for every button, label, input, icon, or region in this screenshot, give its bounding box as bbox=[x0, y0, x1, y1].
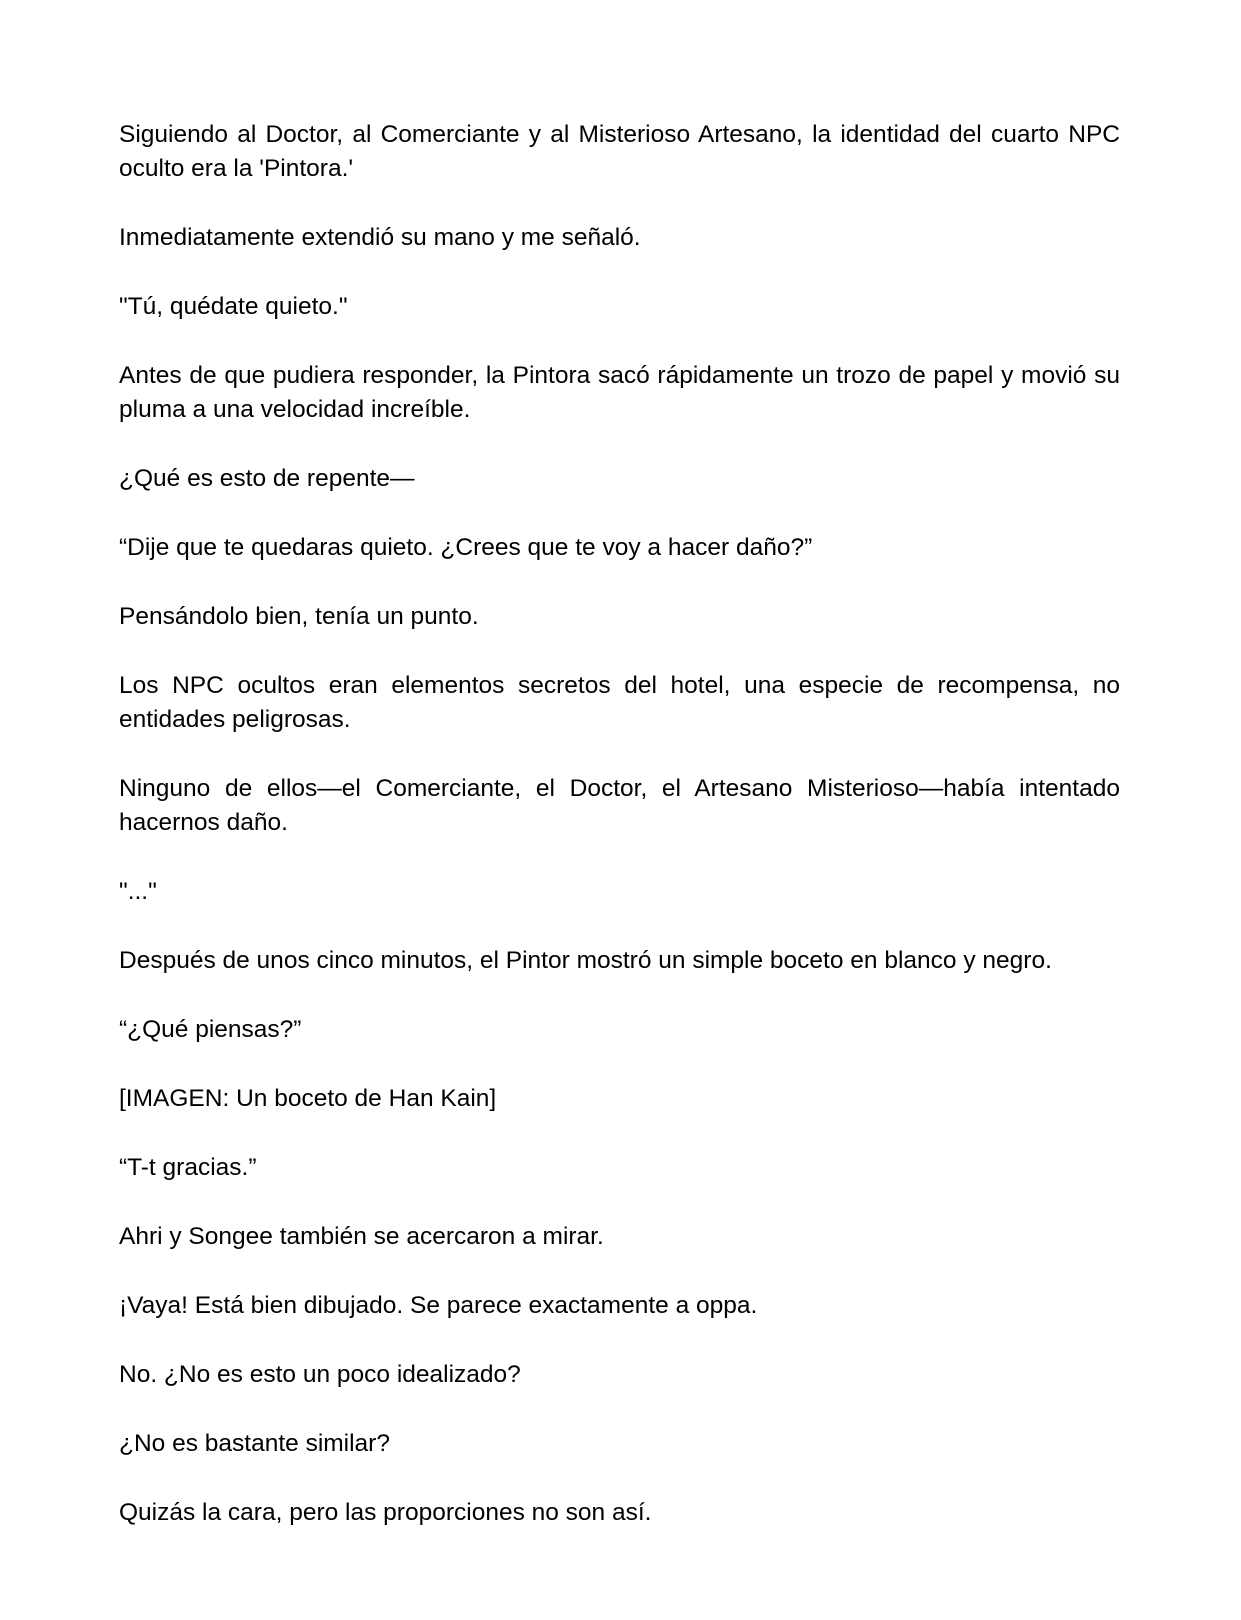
paragraph: Ahri y Songee también se acercaron a mirar. bbox=[119, 1223, 604, 1250]
paragraph: Ninguno de ellos—el Comerciante, el Doctor, el Artesano Misterioso—había intentado hacernos daño. bbox=[119, 775, 1120, 836]
paragraph: ¿No es bastante similar? bbox=[119, 1430, 390, 1457]
paragraph: No. ¿No es esto un poco idealizado? bbox=[119, 1361, 521, 1388]
paragraph: Antes de que pudiera responder, la Pintora sacó rápidamente un trozo de papel y movió su pluma a una velocidad increíble. bbox=[119, 362, 1120, 423]
paragraph: ¡Vaya! Está bien dibujado. Se parece exactamente a oppa. bbox=[119, 1292, 758, 1319]
paragraph: “T-t gracias.” bbox=[119, 1154, 257, 1181]
paragraph: Siguiendo al Doctor, al Comerciante y al Misterioso Artesano, la identidad del cuarto NPC oculto era la 'Pintora.' bbox=[119, 121, 1120, 182]
paragraph: "..." bbox=[119, 878, 157, 905]
paragraph: "Tú, quédate quieto." bbox=[119, 293, 348, 320]
paragraph: Después de unos cinco minutos, el Pintor mostró un simple boceto en blanco y negro. bbox=[119, 947, 1052, 974]
paragraph: Pensándolo bien, tenía un punto. bbox=[119, 603, 479, 630]
document-body bbox=[119, 118, 1120, 1565]
paragraph: Inmediatamente extendió su mano y me señaló. bbox=[119, 224, 641, 251]
paragraph: Quizás la cara, pero las proporciones no son así. bbox=[119, 1499, 652, 1526]
paragraph: Los NPC ocultos eran elementos secretos del hotel, una especie de recompensa, no entidades peligrosas. bbox=[119, 672, 1120, 733]
paragraph: ¿Qué es esto de repente— bbox=[119, 465, 415, 492]
paragraph: “Dije que te quedaras quieto. ¿Crees que te voy a hacer daño?” bbox=[119, 534, 813, 561]
image-placeholder-text: [IMAGEN: Un boceto de Han Kain] bbox=[119, 1085, 497, 1112]
paragraph: “¿Qué piensas?” bbox=[119, 1016, 302, 1043]
